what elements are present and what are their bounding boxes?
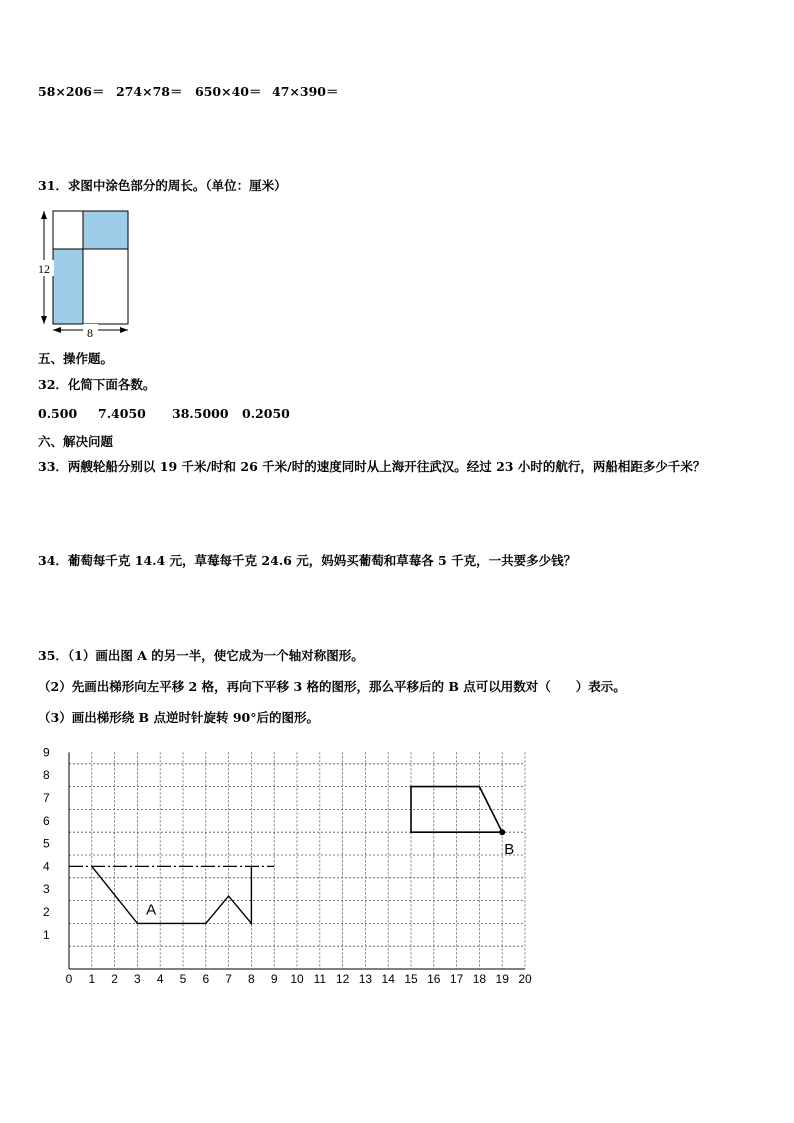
- x-tick-label: 5: [179, 972, 187, 986]
- y-tick-label: 9: [43, 745, 50, 760]
- question-35-part-1: 35．（1）画出图 A 的另一半，使它成为一个轴对称图形。: [38, 648, 364, 663]
- number-item: 0.2050: [242, 406, 290, 421]
- point-b-label: B: [504, 841, 515, 859]
- question-35-part-3: （3）画出梯形绕 B 点逆时针旋转 90°后的图形。: [38, 710, 319, 725]
- point-b-marker: [499, 829, 505, 835]
- question-32: 32．化简下面各数。: [38, 377, 156, 392]
- x-tick-label: 19: [495, 972, 509, 986]
- height-label: 12: [38, 262, 50, 276]
- calc-item: 58×206＝: [38, 84, 105, 99]
- y-tick-label: 6: [43, 813, 50, 828]
- grid-lines: [69, 752, 525, 969]
- x-tick-label: 1: [88, 972, 96, 986]
- x-tick-label: 0: [65, 972, 73, 986]
- x-tick-label: 17: [449, 972, 464, 986]
- coordinate-grid: [30, 740, 550, 990]
- number-item: 0.500: [38, 406, 78, 421]
- question-35-part-2: （2）先画出梯形向左平移 2 格，再向下平移 3 格的图形，那么平移后的 B 点可以用数对（ ）表示。: [38, 679, 626, 694]
- arrow-left-icon: [53, 327, 61, 333]
- y-tick-label: 5: [43, 836, 50, 851]
- arrow-up-icon: [41, 211, 47, 219]
- y-tick-label: 2: [43, 905, 50, 919]
- x-tick-label: 9: [270, 972, 278, 986]
- x-tick-label: 13: [358, 972, 373, 986]
- number-item: 38.5000: [172, 406, 229, 421]
- x-tick-label: 18: [472, 972, 487, 986]
- y-tick-label: 7: [43, 791, 50, 805]
- x-tick-label: 20: [518, 972, 532, 986]
- question-34: 34．葡萄每千克 14.4 元，草莓每千克 24.6 元，妈妈买葡萄和草莓各 5 千克，一共要多少钱？: [38, 553, 577, 568]
- calc-item: 274×78＝: [116, 84, 183, 99]
- shaded-bottom-left: [53, 249, 83, 324]
- calc-item: 650×40＝: [195, 84, 262, 99]
- x-tick-label: 7: [225, 972, 232, 986]
- x-tick-label: 16: [427, 972, 441, 986]
- x-tick-label: 10: [290, 972, 304, 986]
- calculation-row: [38, 82, 338, 100]
- x-axis-labels: [66, 972, 532, 986]
- y-tick-label: 3: [43, 882, 50, 897]
- x-tick-label: 4: [156, 972, 164, 986]
- x-tick-label: 15: [404, 972, 418, 986]
- y-tick-label: 1: [43, 927, 50, 942]
- x-tick-label: 2: [111, 972, 118, 986]
- question-31: 31．求图中涂色部分的周长。（单位：厘米）: [38, 178, 287, 193]
- width-label: 8: [87, 326, 93, 340]
- arrow-right-icon: [120, 327, 128, 333]
- x-tick-label: 12: [335, 972, 350, 986]
- calc-item: 47×390＝: [272, 84, 339, 99]
- x-tick-label: 3: [134, 972, 141, 986]
- number-item: 7.4050: [98, 406, 146, 421]
- arrow-down-icon: [41, 316, 47, 324]
- number-list: [38, 406, 290, 421]
- shaded-rectangle-figure: [30, 205, 135, 340]
- section-six-heading: 六、解决问题: [38, 434, 114, 449]
- x-tick-label: 14: [381, 972, 395, 986]
- y-tick-label: 4: [43, 859, 50, 874]
- section-five-heading: 五、操作题。: [38, 351, 114, 366]
- shape-a-half: [92, 866, 252, 923]
- question-33: 33．两艘轮船分别以 19 千米/时和 26 千米/时的速度同时从上海开往武汉。经过 23 小时的航行，两船相距多少千米？: [38, 459, 706, 474]
- x-tick-label: 6: [202, 972, 210, 986]
- figure-shapes: [69, 787, 514, 924]
- x-tick-label: 8: [248, 972, 255, 986]
- shaded-top-right: [83, 211, 128, 249]
- y-axis-labels: [43, 745, 50, 941]
- y-tick-label: 8: [43, 768, 50, 783]
- x-tick-label: 11: [313, 972, 327, 986]
- shape-a-label: A: [146, 901, 157, 919]
